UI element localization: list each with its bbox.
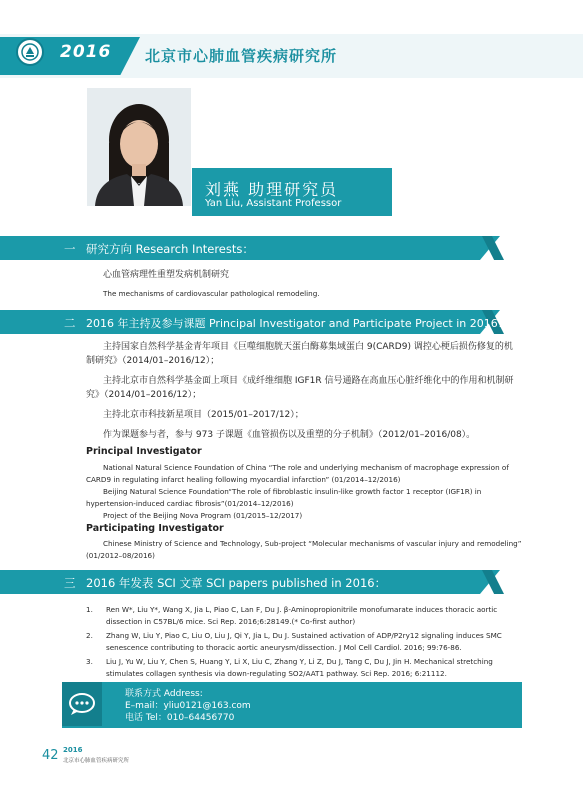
section-number: 三 [64, 576, 76, 590]
section-title: 2016 年主持及参与课题 Principal Investigator and Participate Project in 2016： [86, 317, 509, 330]
contact-email[interactable]: E–mail：yliu0121@163.com [125, 701, 251, 711]
institute-logo-icon [16, 38, 44, 66]
paper-line: Liu J, Yu W, Liu Y, Chen S, Huang Y, Li X, Liu C, Zhang Y, Li Z, Du J, Tang C, Du J, Jin H. Mechanical stretching [106, 657, 493, 666]
paper-number: 1. [86, 605, 93, 614]
portrait-photo [87, 88, 191, 206]
pi-item-line: Project of the Beijing Nova Program (01/2015–12/2017) [103, 511, 303, 520]
section-number: 一 [64, 242, 76, 256]
pi-item-line: Beijing Natural Science Foundation“The role of fibroblastic insulin-like growth factor 1 receptor (IGF1R) in [103, 487, 482, 496]
project-cn-line: 作为课题参与者，参与 973 子课题《血管损伤以及重塑的分子机制》（2012/01–2016/08）。 [103, 430, 476, 440]
name-english: Yan Liu, Assistant Professor [205, 198, 342, 209]
participating-heading: Participating Investigator [86, 523, 224, 534]
footer-year: 2016 [63, 746, 83, 754]
section-title: 研究方向 Research Interests： [86, 242, 254, 256]
pi-item-line: hypertension-induced cardiac fibrosis”(01/2014–12/2016) [86, 499, 294, 508]
contact-tel: 电话 Tel：010–64456770 [125, 713, 235, 723]
header-year: 2016 [60, 42, 112, 62]
project-cn-line: 主持北京市自然科学基金面上项目《成纤维细胞 IGF1R 信号通路在高血压心脏纤维化中的作用和机制研 [103, 376, 514, 386]
project-cn-line: 究》（2014/01–2016/12）； [86, 390, 202, 400]
pi-item-line: National Natural Science Foundation of China “The role and underlying mechanism of macrophage expression of [103, 463, 509, 472]
paper-line: Zhang W, Liu Y, Piao C, Liu O, Liu J, Qi Y, Jia L, Du J. Sustained activation of ADP/P2ry12 signaling induces SMC [106, 631, 502, 640]
pi-item-line: CARD9 in regulating infarct healing following myocardial infarction” (01/2014–12/2016) [86, 475, 401, 484]
participating-item-line: Chinese Ministry of Science and Technology, Sub-project “Molecular mechanisms of vascular injury and remodeling” [103, 539, 522, 548]
paper-line: Ren W*, Liu Y*, Wang X, Jia L, Piao C, Lan F, Du J. β-Aminopropionitrile monofumarate induces thoracic aortic [106, 605, 498, 614]
research-interest-en: The mechanisms of cardiovascular pathological remodeling. [103, 289, 320, 298]
project-cn-line: 主持北京市科技新星项目（2015/01–2017/12）； [103, 410, 304, 420]
header-institute-title: 北京市心肺血管疾病研究所 [145, 47, 338, 65]
paper-number: 2. [86, 631, 93, 640]
chat-bubble-icon [62, 682, 102, 726]
name-chinese: 刘燕 助理研究员 [205, 180, 339, 199]
footer-institute: 北京市心肺血管疾病研究所 [63, 758, 130, 764]
paper-line: senescence contributing to thoracic aortic aneurysm/dissection. J Mol Cell Cardiol. 2016; 99:76-86. [106, 643, 462, 652]
page-number: 42 [42, 748, 59, 763]
research-interest-cn: 心血管病理性重塑发病机制研究 [103, 270, 230, 280]
project-cn-line: 主持国家自然科学基金青年项目《巨噬细胞胱天蛋白酶募集域蛋白 9(CARD9) 调控心梗后损伤修复的机 [103, 342, 513, 352]
paper-line: dissection in C57BL/6 mice. Sci Rep. 2016;6:28149.(* Co-first author) [106, 617, 356, 626]
paper-line: stimulates collagen synthesis via down-regulating SO2/AAT1 pathway. Sci Rep. 2016; 6:21112. [106, 669, 447, 678]
contact-label: 联系方式 Address: [125, 689, 203, 699]
participating-item-line: (01/2012–08/2016) [86, 551, 155, 560]
section-title: 2016 年发表 SCI 文章 SCI papers published in 2016： [86, 576, 387, 590]
paper-number: 3. [86, 657, 93, 666]
section-number: 二 [64, 316, 76, 330]
project-cn-line: 制研究》（2014/01–2016/12）； [86, 356, 220, 366]
pi-heading: Principal Investigator [86, 446, 202, 457]
